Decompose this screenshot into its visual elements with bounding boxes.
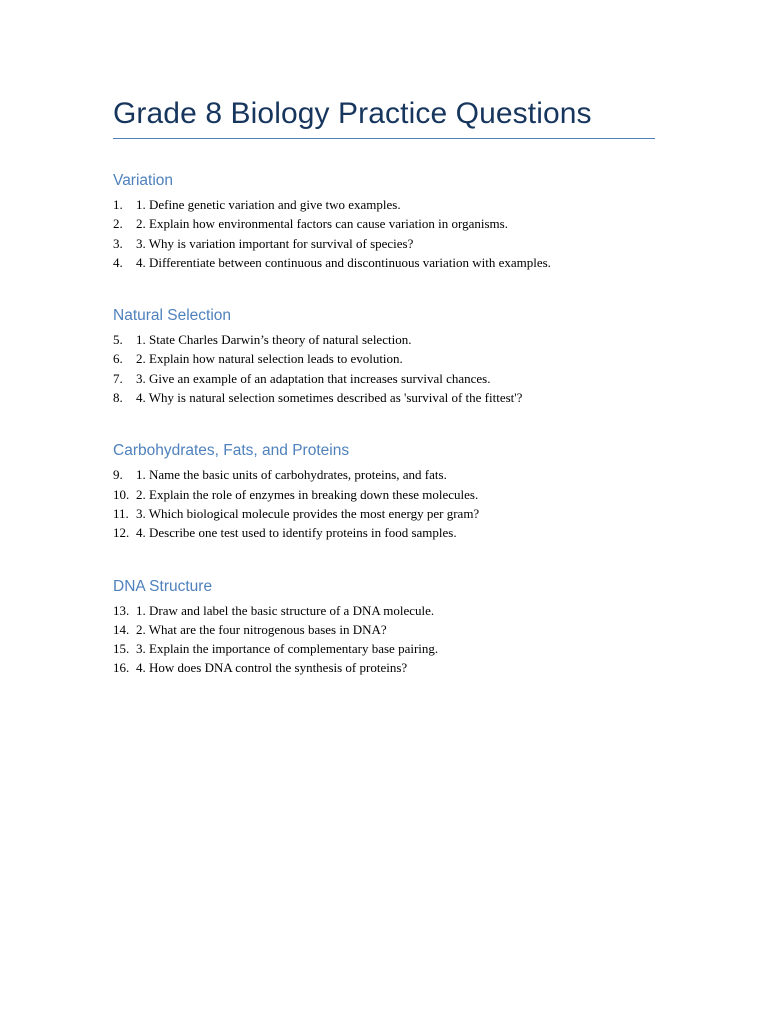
question-text: 4. How does DNA control the synthesis of proteins? xyxy=(136,660,408,676)
question-item xyxy=(113,388,655,407)
question-item xyxy=(113,620,655,639)
question-text: 1. Define genetic variation and give two examples. xyxy=(136,197,401,212)
question-number: 11. xyxy=(113,505,129,521)
question-list xyxy=(113,465,655,542)
question-text: 1. Draw and label the basic structure of a DNA molecule. xyxy=(136,602,435,618)
question-item xyxy=(113,214,655,233)
question-number: 2. xyxy=(113,216,123,232)
question-item xyxy=(113,465,655,484)
question-text: 3. Why is variation important for survival of species? xyxy=(136,235,414,251)
question-item xyxy=(113,658,655,677)
question-list xyxy=(113,601,655,678)
question-item xyxy=(113,349,655,368)
section-heading: DNA Structure xyxy=(113,577,213,595)
question-number: 10. xyxy=(113,486,130,502)
question-item xyxy=(113,639,655,658)
question-item xyxy=(113,195,655,214)
section-variation xyxy=(113,170,655,272)
question-item xyxy=(113,253,655,272)
section-heading: Variation xyxy=(113,172,174,189)
question-item xyxy=(113,504,655,523)
question-item xyxy=(113,330,655,349)
document-body xyxy=(113,94,655,678)
question-number: 3. xyxy=(113,235,123,251)
question-number: 14. xyxy=(113,621,130,637)
question-item xyxy=(113,369,655,388)
question-text: 4. Describe one test used to identify proteins in food samples. xyxy=(136,525,457,541)
question-number: 8. xyxy=(113,390,123,406)
question-text: 3. Explain the importance of complementary base pairing. xyxy=(136,641,439,657)
question-number: 9. xyxy=(113,467,123,483)
question-number: 5. xyxy=(113,332,123,348)
question-number: 16. xyxy=(113,660,130,676)
question-text: 4. Why is natural selection sometimes described as 'survival of the fittest'? xyxy=(136,390,523,406)
question-text: 3. Which biological molecule provides the most energy per gram? xyxy=(136,505,480,521)
section-carbohydrates-fats-proteins xyxy=(113,440,655,542)
question-number: 12. xyxy=(113,525,130,541)
question-number: 13. xyxy=(113,602,130,618)
question-number: 7. xyxy=(113,370,123,386)
section-heading: Carbohydrates, Fats, and Proteins xyxy=(113,442,350,460)
question-list xyxy=(113,330,655,407)
section-dna-structure xyxy=(113,576,655,678)
question-number: 1. xyxy=(113,197,123,212)
question-text: 2. Explain how environmental factors can cause variation in organisms. xyxy=(136,216,508,232)
question-item xyxy=(113,601,655,620)
question-number: 4. xyxy=(113,254,123,270)
document-title: Grade 8 Biology Practice Questions xyxy=(113,94,655,139)
question-text: 1. Name the basic units of carbohydrates, proteins, and fats. xyxy=(136,467,447,483)
section-heading: Natural Selection xyxy=(113,307,232,325)
question-item xyxy=(113,234,655,253)
question-text: 4. Differentiate between continuous and discontinuous variation with examples. xyxy=(136,254,551,270)
question-number: 15. xyxy=(113,641,130,657)
question-item xyxy=(113,523,655,542)
question-text: 1. State Charles Darwin’s theory of natural selection. xyxy=(136,332,412,348)
question-item xyxy=(113,485,655,504)
question-number: 6. xyxy=(113,351,123,367)
question-text: 2. What are the four nitrogenous bases in DNA? xyxy=(136,621,387,637)
question-text: 2. Explain how natural selection leads to evolution. xyxy=(136,351,403,367)
section-natural-selection xyxy=(113,305,655,407)
question-list xyxy=(113,195,655,272)
question-text: 3. Give an example of an adaptation that increases survival chances. xyxy=(136,370,491,386)
question-text: 2. Explain the role of enzymes in breaking down these molecules. xyxy=(136,486,479,502)
